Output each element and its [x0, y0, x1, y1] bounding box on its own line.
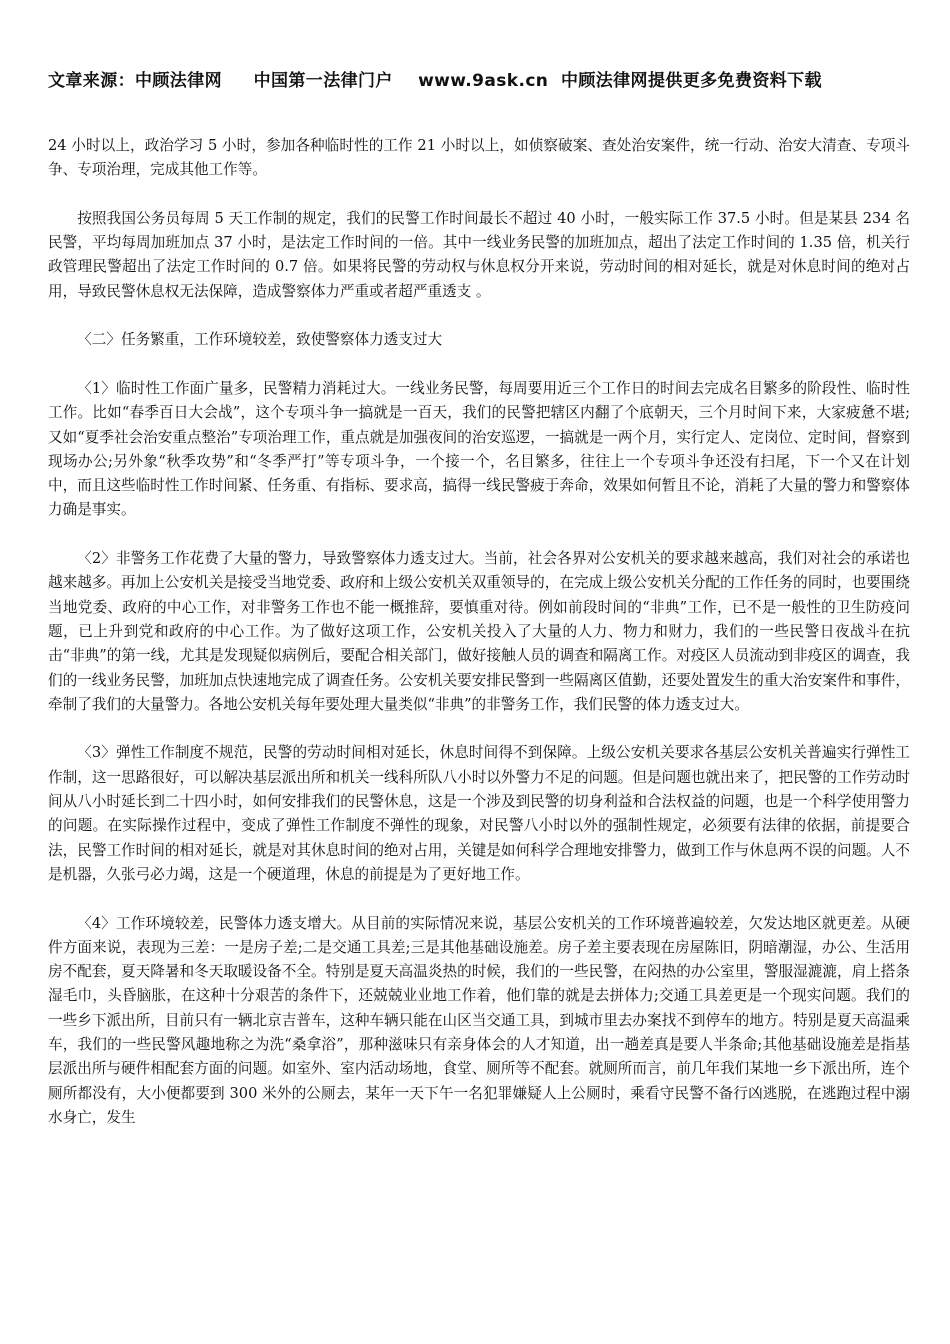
source-header: 文章来源：中顾法律网 中国第一法律门户 www.9ask.cn 中顾法律网提供更多免费资料下载 — [48, 71, 822, 91]
document-body — [48, 134, 910, 1154]
paragraph-work-hours: 按照我国公务员每周 5 天工作制的规定，我们的民警工作时间最长不超过 40 小时，一般实际工作 37.5 小时。但是某县 234 名民警，平均每周加班加点 37 小时，是法定工作时间的一倍。其中一线业务民警的加班加点，超出了法定工作时间的 1.35 倍，机关行政管理民警超出了法定工作时间的 0.7 倍。如果将民警的劳动权与休息权分开来说，劳动时间的相对延长，就是对休息时间的绝对占用，导致民警休息权无法保障，造成警察体力严重或者超严重透支 。 — [48, 209, 910, 300]
section-heading-two: 〈二〉任务繁重，工作环境较差，致使警察体力透支过大 — [77, 331, 443, 349]
paragraph-item-2: 〈2〉非警务工作花费了大量的警力，导致警察体力透支过大。当前，社会各界对公安机关的要求越来越高，我们对社会的承诺也越来越多。再加上公安机关是接受当地党委、政府和上级公安机关双重领导的，在完成上级公安机关分配的工作任务的同时，也要围绕当地党委、政府的中心工作，对非警务工作也不能一概推辞，要慎重对待。例如前段时间的“非典”工作，已不是一般性的卫生防疫问题，已上升到党和政府的中心工作。为了做好这项工作，公安机关投入了大量的人力、物力和财力，我们的一些民警日夜战斗在抗击“非典”的第一线，尤其是发现疑似病例后，要配合相关部门，做好接触人员的调查和隔离工作。对疫区人员流动到非疫区的调查，我们的一线业务民警，加班加点快速地完成了调查任务。公安机关要安排民警到一些隔离区值勤，还要处置发生的重大治安案件和事件，牵制了我们的大量警力。各地公安机关每年要处理大量类似“非典”的非警务工作，我们民警的体力透支过大。 — [48, 550, 910, 713]
paragraph-item-3: 〈3〉弹性工作制度不规范，民警的劳动时间相对延长，休息时间得不到保障。上级公安机关要求各基层公安机关普遍实行弹性工作制，这一思路很好，可以解决基层派出所和机关一线科所队八小时以外警力不足的问题。但是问题也就出来了，把民警的工作劳动时间从八小时延长到二十四小时，如何安排我们的民警休息，这是一个涉及到民警的切身利益和合法权益的问题，也是一个科学使用警力的问题。在实际操作过程中，变成了弹性工作制度不弹性的现象，对民警八小时以外的强制性规定，必须要有法律的依据，前提要合法，民警工作时间的相对延长，就是对其休息时间的绝对占用，关键是如何科学合理地安排警力，做到工作与休息两不误的问题。人不是机器，久张弓必力竭，这是一个硬道理，休息的前提是为了更好地工作。 — [48, 744, 910, 883]
paragraph-item-1: 〈1〉临时性工作面广量多，民警精力消耗过大。一线业务民警，每周要用近三个工作日的时间去完成名目繁多的阶段性、临时性工作。比如“春季百日大会战”，这个专项斗争一搞就是一百天，我们的民警把辖区内翻了个底朝天，三个月时间下来，大家疲惫不堪;又如“夏季社会治安重点整治”专项治理工作，重点就是加强夜间的治安巡逻，一搞就是一两个月，实行定人、定岗位、定时间，督察到现场办公;另外象“秋季攻势”和“冬季严打”等专项斗争，一个接一个，名目繁多，往往上一个专项斗争还没有扫尾，下一个又在计划中，而且这些临时性工作时间紧、任务重、有指标、要求高，搞得一线民警疲于奔命，效果如何暂且不论，消耗了大量的警力和警察体力确是事实。 — [48, 379, 910, 519]
paragraph-item-4: 〈4〉工作环境较差，民警体力透支增大。从目前的实际情况来说，基层公安机关的工作环境普遍较差，欠发达地区就更差。从硬件方面来说，表现为三差：一是房子差;二是交通工具差;三是其他基础设施差。房子差主要表现在房屋陈旧，阴暗潮湿，办公、生活用房不配套，夏天降暑和冬天取暖设备不全。特别是夏天高温炎热的时候，我们的一些民警，在闷热的办公室里，警服湿漉漉，肩上搭条湿毛巾，头昏脑胀，在这种十分艰苦的条件下，还兢兢业业地工作着，他们靠的就是去拼体力;交通工具差更是一个现实问题。我们的一些乡下派出所，目前只有一辆北京吉普车，这种车辆只能在山区当交通工具，到城市里去办案找不到停车的地方。特别是夏天高温乘车，我们的一些民警风趣地称之为洗“桑拿浴”，那种滋味只有亲身体会的人才知道，出一趟差真是要人半条命;其他基础设施差是指基层派出所与硬件相配套方面的问题。如室外、室内活动场地，食堂、厕所等不配套。就厕所而言，前几年我们某地一乡下派出所，连个厕所都没有，大小便都要到 300 米外的公厕去，某年一天下午一名犯罪嫌疑人上公厕时，乘看守民警不备行凶逃脱，在逃跑过程中溺水身亡，发生 — [48, 914, 910, 1126]
paragraph-continuation: 24 小时以上，政治学习 5 小时，参加各种临时性的工作 21 小时以上，如侦察破案、查处治安案件，统一行动、治安大清查、专项斗争、专项治理，完成其他工作等。 — [48, 137, 910, 179]
